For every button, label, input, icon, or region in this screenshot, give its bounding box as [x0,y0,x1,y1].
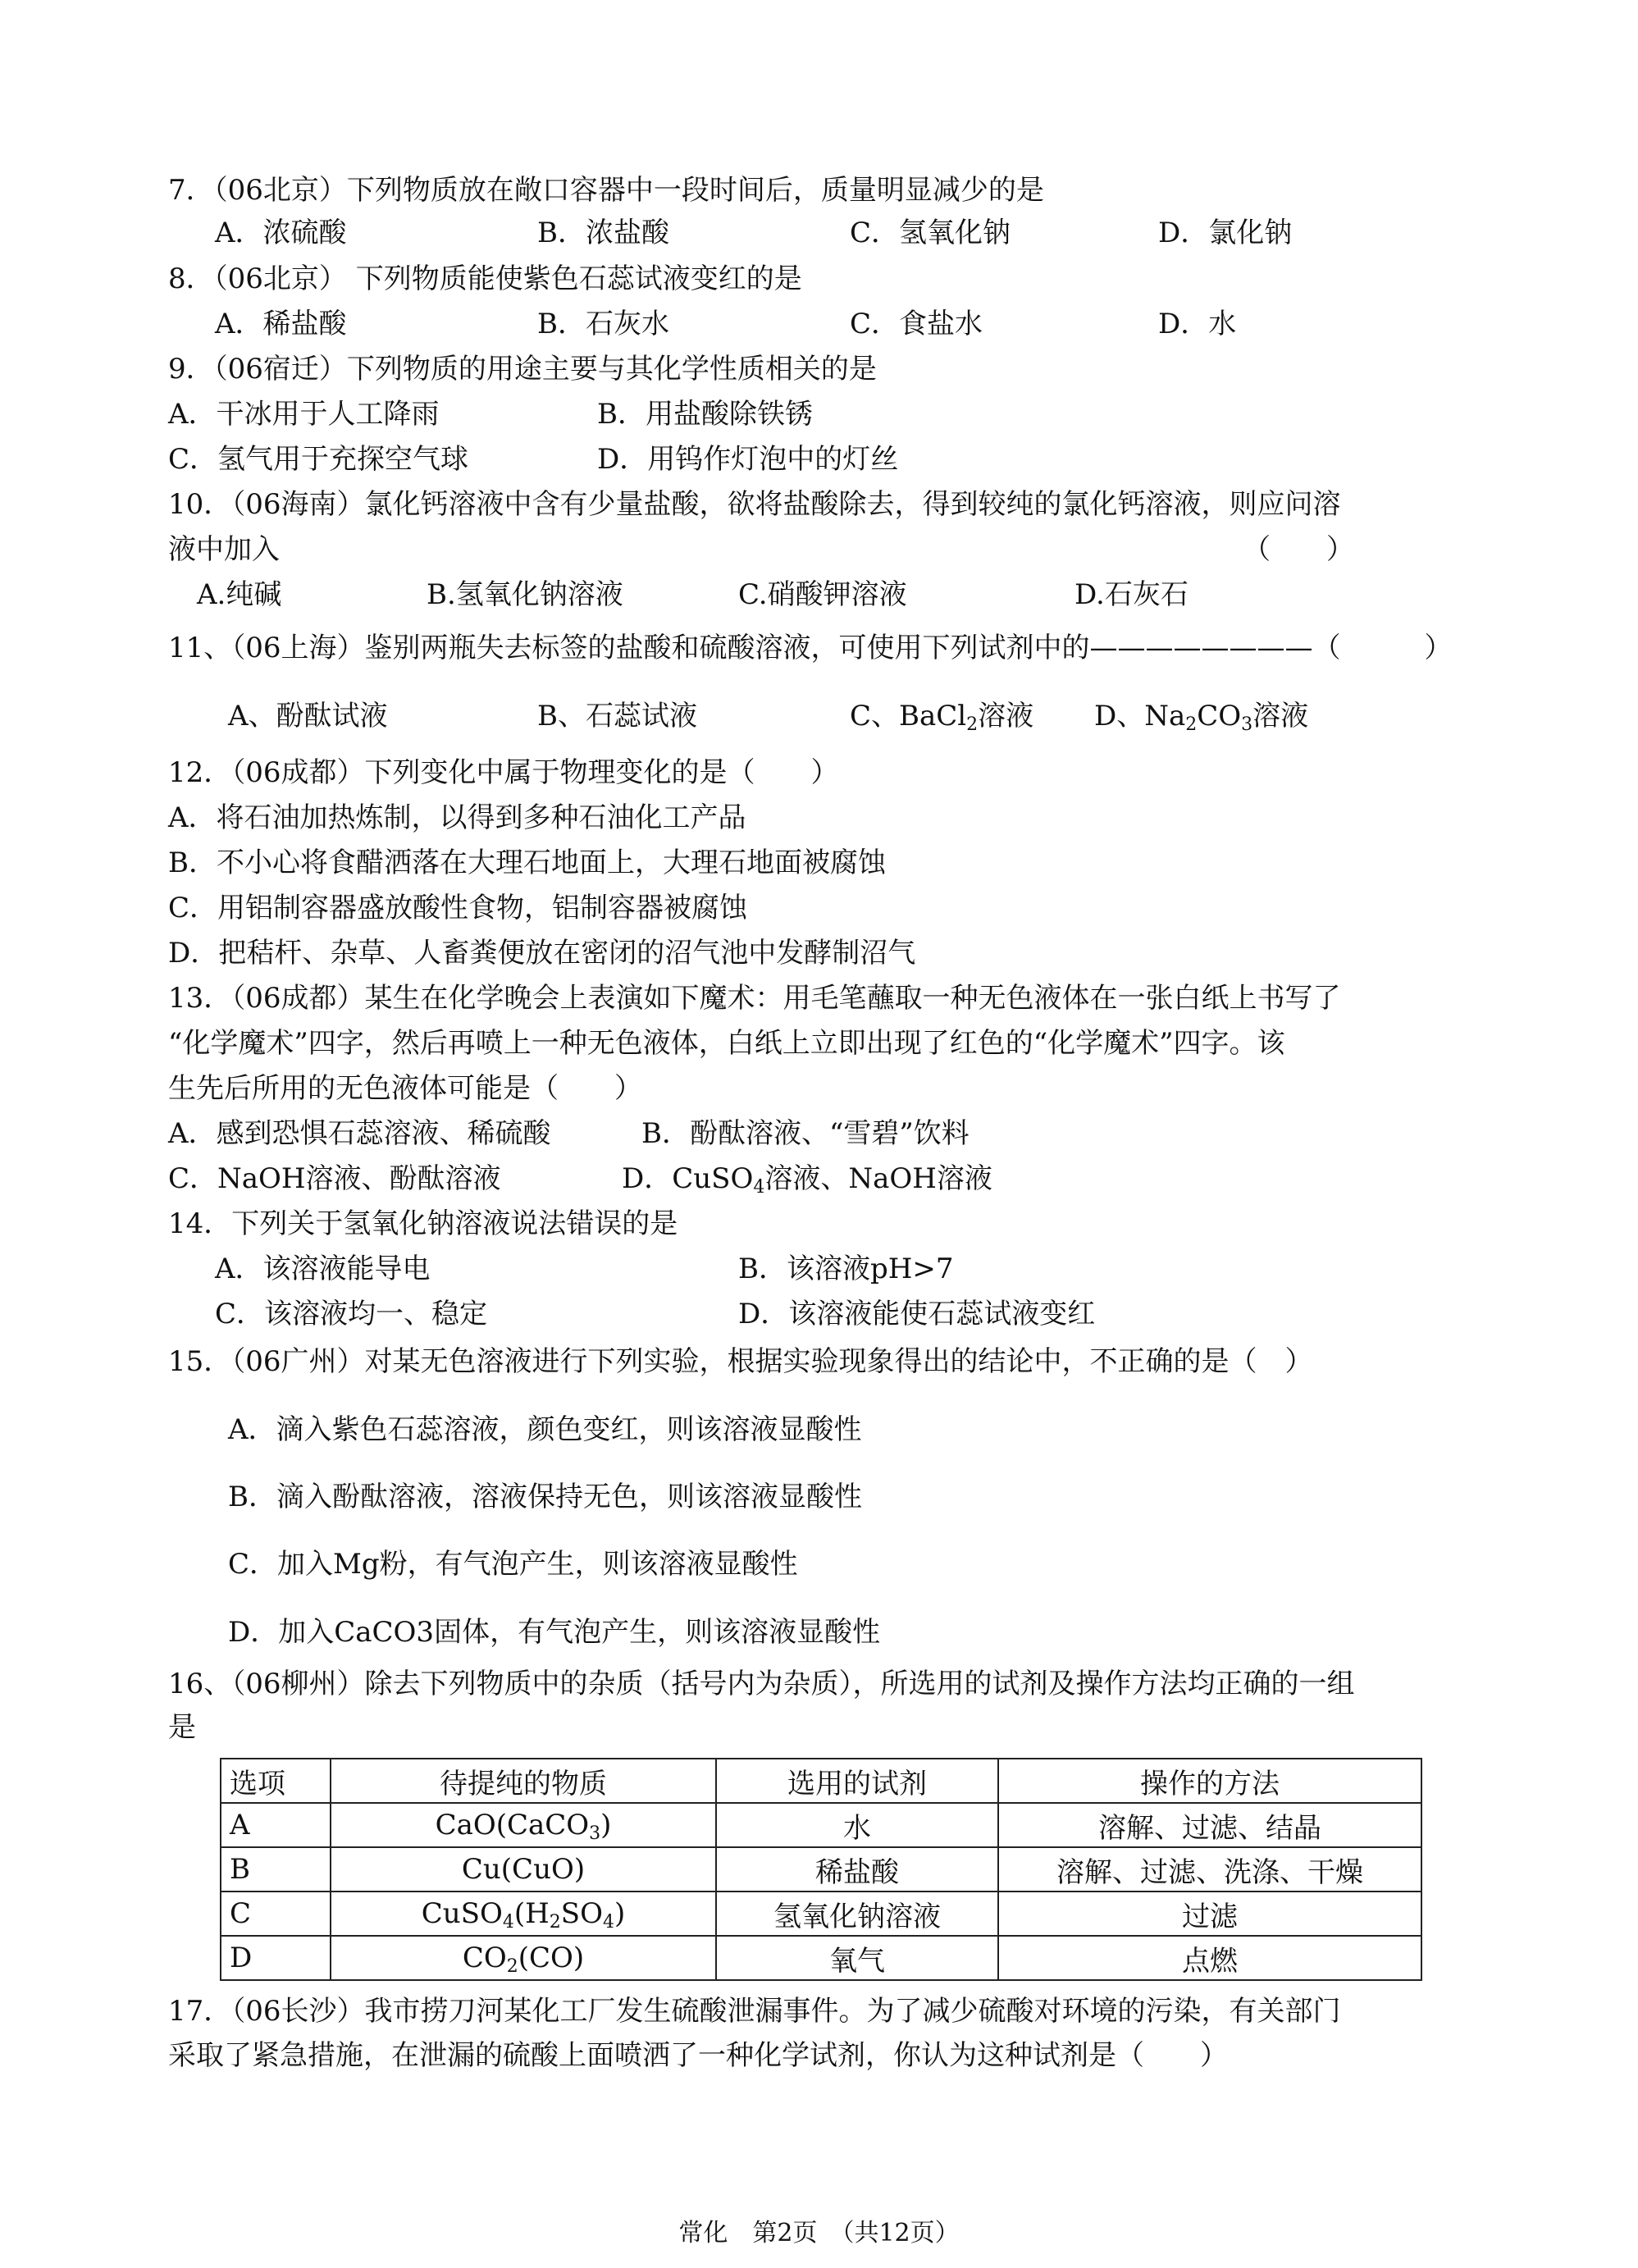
table-row [221,1803,1421,1847]
q8-option-c: C．食盐水 [850,308,983,340]
q11-stem: 11、（06上海）鉴别两瓶失去标签的盐酸和硫酸溶液，可使用下列试剂中的————————（ ） [168,632,1453,664]
table-cell: Cu(CuO) [331,1847,716,1892]
table-cell: 氢氧化钠溶液 [716,1892,998,1936]
q15-stem: 15．（06广州）对某无色溶液进行下列实验，根据实验现象得出的结论中，不正确的是（ ） [168,1345,1313,1378]
table-header-row [221,1759,1421,1803]
q11-option-c: C、BaCl$_2$溶液 [850,700,1034,735]
q15-option-c: C．加入Mg粉，有气泡产生，则该溶液显酸性 [228,1548,798,1581]
q15-option-b: B．滴入酚酞溶液，溶液保持无色，则该溶液显酸性 [228,1481,862,1513]
q10-option-a: A.纯碱 [197,578,282,611]
table-row [221,1892,1421,1936]
q13-stem-line2: “化学魔术”四字，然后再喷上一种无色液体，白纸上立即出现了红色的“化学魔术”四字。该 [168,1027,1285,1060]
table-cell: $CuSO_4(H_2SO_4)$ [331,1892,716,1936]
q8-stem: 8．（06北京） 下列物质能使紫色石蕊试液变红的是 [168,262,802,295]
q10-answer-paren: （ ） [1243,533,1354,566]
table-cell: 氧气 [716,1936,998,1980]
table-row [221,1936,1421,1980]
q7-option-b: B．浓盐酸 [537,217,669,249]
q9-option-c: C．氢气用于充探空气球 [168,443,469,476]
table-cell: 点燃 [998,1936,1421,1980]
q8-option-b: B．石灰水 [537,308,669,340]
q11-option-d: D、$Na_2CO_3$溶液 [1094,700,1309,735]
q9-option-d: D．用钨作灯泡中的灯丝 [597,443,899,476]
q7-stem: 7．（06北京）下列物质放在敞口容器中一段时间后，质量明显减少的是 [168,174,1044,207]
table-cell: 稀盐酸 [716,1847,998,1892]
q12-stem: 12．（06成都）下列变化中属于物理变化的是（ ） [168,756,839,789]
q14-option-c: C．该溶液均一、稳定 [215,1298,488,1330]
table-cell: 过滤 [998,1892,1421,1936]
q13-stem-line1: 13．（06成都）某生在化学晚会上表演如下魔术：用毛笔蘸取一种无色液体在一张白纸上书写了 [168,982,1341,1015]
q7-option-c: C．氢氧化钠 [850,217,1011,249]
q15-option-d: D．加入CaCO3固体，有气泡产生，则该溶液显酸性 [228,1616,881,1649]
table-cell: $CO_2(CO)$ [331,1936,716,1980]
q13-option-a: A．感到恐惧石蕊溶液、稀硫酸 [168,1117,551,1150]
q13-option-d: D．CuSO$_4$溶液、NaOH溶液 [622,1162,992,1198]
q16-stem-line1: 16、（06柳州）除去下列物质中的杂质（括号内为杂质），所选用的试剂及操作方法均正确的一组 [168,1668,1355,1700]
page-footer: 常化 第2页 （共12页） [678,2219,960,2247]
q7-option-d: D．氯化钠 [1158,217,1293,249]
table-cell: C [221,1892,331,1936]
table-cell: B [221,1847,331,1892]
q14-option-b: B．该溶液pH>7 [738,1253,954,1285]
q11-option-b: B、石蕊试液 [537,700,697,732]
table-cell: 溶解、过滤、洗涤、干燥 [998,1847,1421,1892]
q10-option-b: B.氢氧化钠溶液 [427,578,623,611]
q8-option-d: D．水 [1158,308,1237,340]
table-cell: A [221,1803,331,1847]
q16-table [220,1758,1422,1981]
q12-option-d: D．把秸杆、杂草、人畜粪便放在密闭的沼气池中发酵制沼气 [168,937,916,970]
q14-stem: 14．下列关于氢氧化钠溶液说法错误的是 [168,1207,678,1240]
q16-stem-line2: 是 [168,1711,196,1744]
q9-option-a: A．干冰用于人工降雨 [168,398,440,431]
q10-option-c: C.硝酸钾溶液 [738,578,907,611]
table-header-cell: 选项 [221,1759,331,1803]
q8-option-a: A．稀盐酸 [215,308,347,340]
q10-stem-line1: 10．（06海南）氯化钙溶液中含有少量盐酸，欲将盐酸除去，得到较纯的氯化钙溶液，则应问溶 [168,488,1341,521]
table-header-cell: 选用的试剂 [716,1759,998,1803]
table-cell: CaO(CaCO$_3$) [331,1803,716,1847]
q9-stem: 9．（06宿迁）下列物质的用途主要与其化学性质相关的是 [168,353,877,386]
q17-stem-line1: 17．（06长沙）我市捞刀河某化工厂发生硫酸泄漏事件。为了减少硫酸对环境的污染，有关部门 [168,1995,1341,2028]
q17-stem-line2: 采取了紧急措施，在泄漏的硫酸上面喷洒了一种化学试剂，你认为这种试剂是（ ） [168,2039,1228,2072]
q14-option-a: A．该溶液能导电 [215,1253,431,1285]
table-row [221,1847,1421,1892]
table-cell: 溶解、过滤、结晶 [998,1803,1421,1847]
q10-option-d: D.石灰石 [1075,578,1189,611]
q12-option-a: A．将石油加热炼制，以得到多种石油化工产品 [168,801,746,834]
q10-stem-line2: 液中加入 [168,533,280,566]
table-header-cell: 操作的方法 [998,1759,1421,1803]
q13-option-b: B．酚酞溶液、“雪碧”饮料 [641,1117,970,1150]
q13-option-c: C．NaOH溶液、酚酞溶液 [168,1162,501,1195]
table-cell: 水 [716,1803,998,1847]
q12-option-b: B．不小心将食醋洒落在大理石地面上，大理石地面被腐蚀 [168,847,886,879]
q12-option-c: C．用铝制容器盛放酸性食物，铝制容器被腐蚀 [168,892,748,924]
q9-option-b: B．用盐酸除铁锈 [597,398,813,431]
q14-option-d: D．该溶液能使石蕊试液变红 [738,1298,1096,1330]
q11-option-a: A、酚酞试液 [228,700,388,732]
q7-option-a: A．浓硫酸 [215,217,347,249]
table-cell: D [221,1936,331,1980]
table-header-cell: 待提纯的物质 [331,1759,716,1803]
q13-stem-line3: 生先后所用的无色液体可能是（ ） [168,1072,642,1105]
q15-option-a: A．滴入紫色石蕊溶液，颜色变红，则该溶液显酸性 [228,1413,862,1446]
